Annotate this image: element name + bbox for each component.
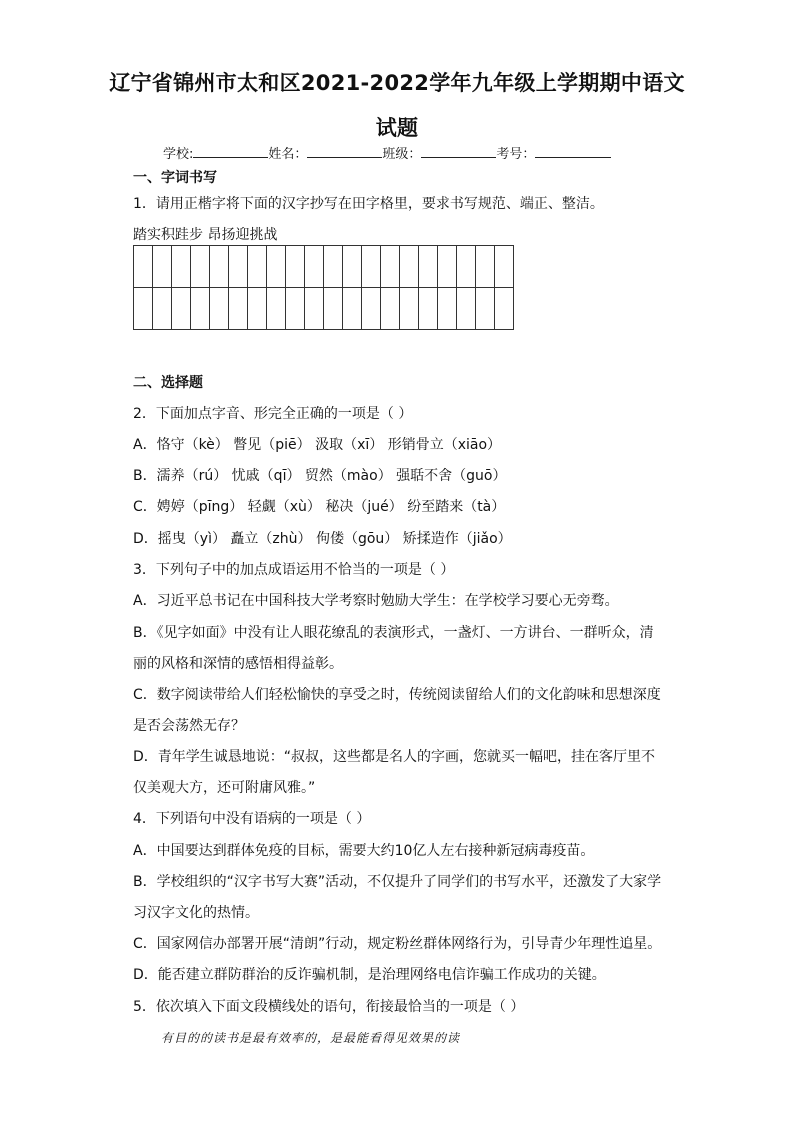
question-3-option-d-cont: 仅美观大方，还可附庸风雅。” <box>133 780 316 796</box>
grid-cell <box>343 288 362 330</box>
class-blank <box>421 145 496 158</box>
grid-cell <box>438 288 457 330</box>
question-2-option-d: D．摇曳（yì） 矗立（zhù） 佝偻（gōu） 矫揉造作（jiǎo） <box>133 531 512 547</box>
question-3-option-c-cont: 是否会荡然无存？ <box>133 718 245 734</box>
section-1-heading: 一、字词书写 <box>133 170 217 186</box>
grid-cell <box>134 288 153 330</box>
grid-cell <box>362 246 381 288</box>
question-3-option-b-cont: 丽的风格和深情的感悟相得益彰。 <box>133 656 343 672</box>
grid-cell <box>419 288 438 330</box>
question-4-option-b-cont: 习汉字文化的热情。 <box>133 905 259 921</box>
question-3-option-b: B．《见字如面》中没有让人眼花缭乱的表演形式，一盏灯、一方讲台、一群听众，清 <box>133 625 654 641</box>
writing-grid <box>133 245 514 330</box>
grid-cell <box>267 288 286 330</box>
grid-cell <box>248 246 267 288</box>
name-label: 姓名： <box>268 147 308 162</box>
grid-cell <box>210 246 229 288</box>
question-3-option-d: D．青年学生诚恳地说：“叔叔，这些都是名人的字画，您就买一幅吧，挂在客厅里不 <box>133 749 656 765</box>
exam-title-continued: 试题 <box>375 116 419 140</box>
grid-cell <box>381 288 400 330</box>
question-2-option-a: A．恪守（kè） 瞥见（piē） 汲取（xī） 形销骨立（xiāo） <box>133 437 502 453</box>
grid-cell <box>495 288 514 330</box>
question-2-option-c: C．娉婷（pīng） 轻觑（xù） 秘决（jué） 纷至踏来（tà） <box>133 499 506 515</box>
grid-cell <box>457 246 476 288</box>
grid-cell <box>400 288 419 330</box>
question-1-stem: 1．请用正楷字将下面的汉字抄写在田字格里，要求书写规范、端正、整洁。 <box>133 196 604 212</box>
question-4-option-c: C．国家网信办部署开展“清朗”行动，规定粉丝群体网络行为，引导青少年理性追星。 <box>133 936 662 952</box>
grid-cell <box>400 246 419 288</box>
grid-cell <box>248 288 267 330</box>
grid-cell <box>476 288 495 330</box>
school-blank <box>193 145 268 158</box>
grid-cell <box>495 246 514 288</box>
question-3-stem: 3．下列句子中的加点成语运用不恰当的一项是（ ） <box>133 562 455 578</box>
question-5-stem: 5．依次填入下面文段横线处的语句，衔接最恰当的一项是（ ） <box>133 999 525 1015</box>
section-2-heading: 二、选择题 <box>133 375 203 391</box>
question-3-option-c: C．数字阅读带给人们轻松愉快的享受之时，传统阅读留给人们的文化韵味和思想深度 <box>133 687 661 703</box>
grid-cell <box>381 246 400 288</box>
grid-cell <box>324 246 343 288</box>
grid-cell <box>343 246 362 288</box>
question-2-option-b: B．濡养（rú） 忧戚（qī） 贸然（mào） 强聒不舍（guō） <box>133 468 507 484</box>
question-3-option-a: A．习近平总书记在中国科技大学考察时勉励大学生：在学校学习要心无旁骛。 <box>133 593 619 609</box>
grid-cell <box>229 288 248 330</box>
grid-cell <box>191 288 210 330</box>
grid-cell <box>419 246 438 288</box>
student-info-row <box>163 143 611 162</box>
question-2-stem: 2．下面加点字音、形完全正确的一项是（ ） <box>133 406 413 422</box>
grid-cell <box>191 246 210 288</box>
grid-cell <box>305 288 324 330</box>
grid-cell <box>457 288 476 330</box>
question-4-option-b: B．学校组织的“汉字书写大赛”活动，不仅提升了同学们的书写水平，还激发了大家学 <box>133 874 662 890</box>
grid-cell <box>438 246 457 288</box>
question-4-option-d: D．能否建立群防群治的反诈骗机制，是治理网络电信诈骗工作成功的关键。 <box>133 967 606 983</box>
grid-cell <box>172 246 191 288</box>
grid-cell <box>267 246 286 288</box>
grid-cell <box>153 288 172 330</box>
grid-cell <box>229 246 248 288</box>
class-label: 班级： <box>382 147 422 162</box>
grid-cell <box>324 288 343 330</box>
exam-title: 辽宁省锦州市太和区2021-2022学年九年级上学期期中语文 <box>109 71 685 95</box>
grid-row-2 <box>134 288 514 330</box>
grid-cell <box>210 288 229 330</box>
grid-cell <box>362 288 381 330</box>
question-4-option-a: A．中国要达到群体免疫的目标，需要大约10亿人左右接种新冠病毒疫苗。 <box>133 843 595 859</box>
name-blank <box>307 145 382 158</box>
exam-number-label: 考号： <box>496 147 536 162</box>
grid-cell <box>305 246 324 288</box>
grid-row-1 <box>134 246 514 288</box>
grid-cell <box>286 288 305 330</box>
grid-cell <box>286 246 305 288</box>
grid-cell <box>153 246 172 288</box>
school-label: 学校: <box>163 147 194 162</box>
grid-cell <box>476 246 495 288</box>
copy-text: 踏实积跬步 昂扬迎挑战 <box>133 227 278 243</box>
question-4-stem: 4．下列语句中没有语病的一项是（ ） <box>133 811 371 827</box>
exam-number-blank <box>535 145 611 158</box>
grid-cell <box>134 246 153 288</box>
question-5-passage: 有目的的读书是最有效率的，是最能看得见效果的读 <box>161 1031 461 1045</box>
grid-cell <box>172 288 191 330</box>
